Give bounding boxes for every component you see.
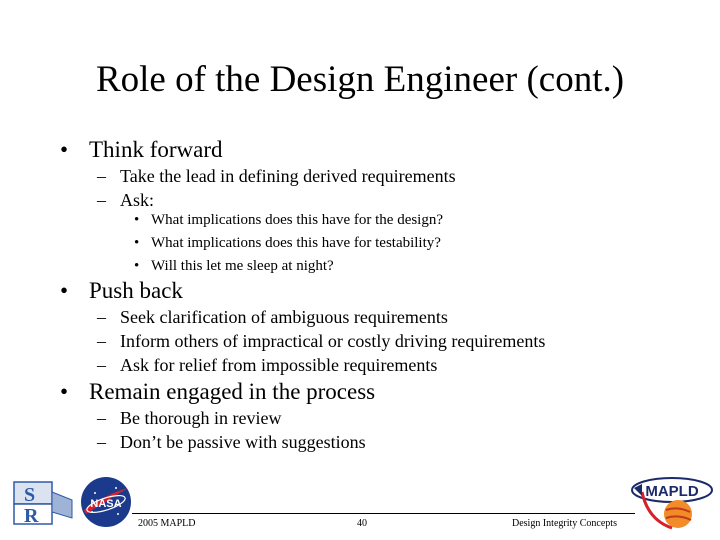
bullet-marker: • bbox=[134, 258, 140, 274]
list-item: Ask for relief from impossible requirements bbox=[120, 355, 438, 375]
dash-marker: – bbox=[97, 307, 106, 327]
dash-marker: – bbox=[97, 190, 106, 210]
footer-left: 2005 MAPLD bbox=[138, 518, 196, 529]
nasa-logo bbox=[78, 474, 134, 530]
section-heading: Remain engaged in the process bbox=[89, 379, 376, 404]
sub-list-item: What implications does this have for testability? bbox=[151, 235, 441, 251]
section-heading: Push back bbox=[89, 278, 183, 303]
nasa-logo-text: NASA bbox=[90, 498, 122, 510]
bullet-marker: • bbox=[60, 137, 69, 162]
section-heading: Think forward bbox=[89, 137, 223, 162]
svg-text:R: R bbox=[24, 505, 39, 527]
footer-page-number: 40 bbox=[357, 518, 367, 529]
mapld-logo bbox=[628, 470, 718, 534]
bullet-marker: • bbox=[60, 278, 69, 303]
dash-marker: – bbox=[97, 432, 106, 452]
footer-right: Design Integrity Concepts bbox=[512, 518, 617, 529]
dash-marker: – bbox=[97, 355, 106, 375]
sr-logo bbox=[10, 478, 76, 528]
mapld-logo-text: MAPLD bbox=[645, 483, 699, 500]
list-item: Take the lead in defining derived requirements bbox=[120, 166, 456, 186]
list-item: Be thorough in review bbox=[120, 408, 282, 428]
bullet-marker: • bbox=[134, 235, 140, 251]
list-item: Don’t be passive with suggestions bbox=[120, 432, 366, 452]
bullet-marker: • bbox=[134, 212, 140, 228]
footer-rule bbox=[132, 513, 635, 514]
slide-title: Role of the Design Engineer (cont.) bbox=[95, 59, 625, 100]
list-item: Ask: bbox=[120, 190, 155, 210]
dash-marker: – bbox=[97, 331, 106, 351]
svg-text:S: S bbox=[24, 484, 36, 506]
list-item: Inform others of impractical or costly driving requirements bbox=[120, 331, 546, 351]
bullet-marker: • bbox=[60, 379, 69, 404]
list-item: Seek clarification of ambiguous requirements bbox=[120, 307, 448, 327]
sub-list-item: Will this let me sleep at night? bbox=[151, 258, 334, 274]
sub-list-item: What implications does this have for the design? bbox=[151, 212, 444, 228]
dash-marker: – bbox=[97, 408, 106, 428]
dash-marker: – bbox=[97, 166, 106, 186]
